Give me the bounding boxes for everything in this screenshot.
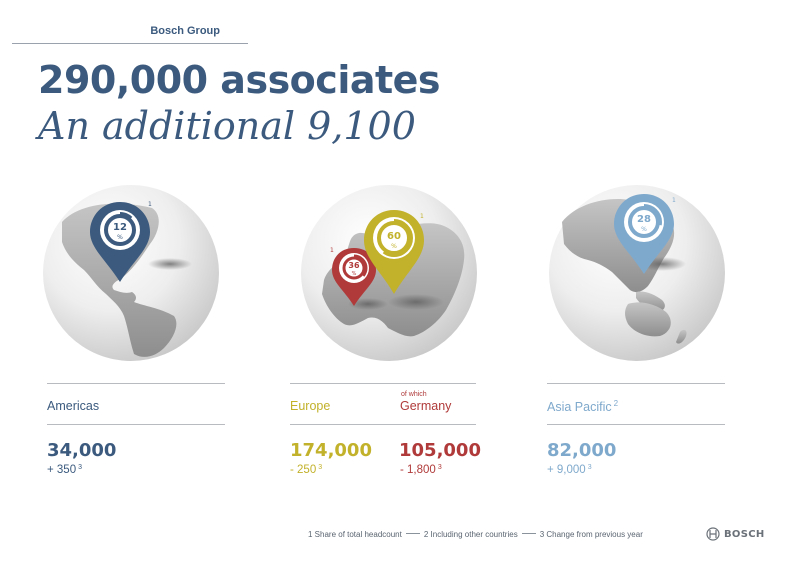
footnote-separator [406, 533, 420, 534]
footnote-1: 1 Share of total headcount [308, 530, 402, 539]
pin-americas-value: 12 [113, 222, 127, 233]
region-germany-change: - 1,800 $^3$ [400, 464, 442, 476]
region-asia-pacific-change: + 9,000 $^3$ [547, 464, 592, 476]
region-asia-pacific-label: Asia Pacific $^2$ [547, 399, 619, 414]
region-americas-top-rule [47, 383, 225, 384]
footnotes [308, 530, 643, 539]
headline-title: 290,000 associates [38, 58, 441, 102]
region-europe-change: - 250 $^3$ [290, 464, 323, 476]
region-germany-of-which: of which [401, 391, 427, 398]
region-americas-value: 34,000 [47, 440, 117, 461]
region-germany-value: 105,000 [399, 440, 481, 461]
brand-tag [12, 22, 248, 44]
region-europe-value: 174,000 [290, 440, 372, 461]
region-europe-label: Europe [290, 399, 331, 413]
brand-group-label: Bosch Group [150, 25, 220, 37]
globe-asia-pacific-map [546, 182, 728, 364]
pin-europe-unit: % [391, 243, 397, 250]
region-asia-pacific-top-rule [547, 383, 725, 384]
globe-asia-pacific [546, 182, 728, 364]
bosch-logo [706, 527, 765, 541]
globe-americas [40, 182, 222, 364]
region-americas [47, 383, 225, 483]
region-americas-bottom-rule [47, 424, 225, 425]
pin-germany-unit: % [351, 271, 357, 277]
footnote-3: 3 Change from previous year [539, 530, 643, 539]
region-europe-top-rule [290, 383, 476, 384]
region-americas-change: + 350 $^3$ [47, 464, 83, 476]
footnote-2: 2 Including other countries [423, 530, 518, 539]
globe-europe-map [298, 182, 480, 364]
region-asia-pacific [547, 383, 725, 483]
region-europe [290, 383, 481, 483]
pin-germany-note: 1 [330, 247, 334, 254]
pin-germany-value: 36 [348, 261, 360, 270]
bosch-armature-icon [706, 527, 720, 541]
headline-subtitle: An additional 9,100 [38, 104, 416, 148]
pin-asia-pacific-unit: % [641, 226, 647, 233]
pin-asia-pacific-value: 28 [637, 214, 651, 225]
pin-americas-unit: % [117, 234, 123, 241]
bosch-logo-text: BOSCH [724, 528, 765, 540]
pin-europe-note: 1 [420, 213, 424, 220]
globe-americas-map [40, 182, 222, 364]
pin-europe-value: 60 [387, 231, 401, 242]
region-germany-label: Germany [400, 399, 452, 413]
pin-americas-note: 1 [148, 201, 152, 208]
region-americas-label: Americas [47, 399, 100, 413]
pin-asia-pacific-note: 1 [672, 197, 676, 204]
region-asia-pacific-bottom-rule [547, 424, 725, 425]
footnote-separator [522, 533, 536, 534]
globe-europe [298, 182, 480, 364]
region-asia-pacific-value: 82,000 [547, 440, 617, 461]
region-europe-bottom-rule [290, 424, 476, 425]
